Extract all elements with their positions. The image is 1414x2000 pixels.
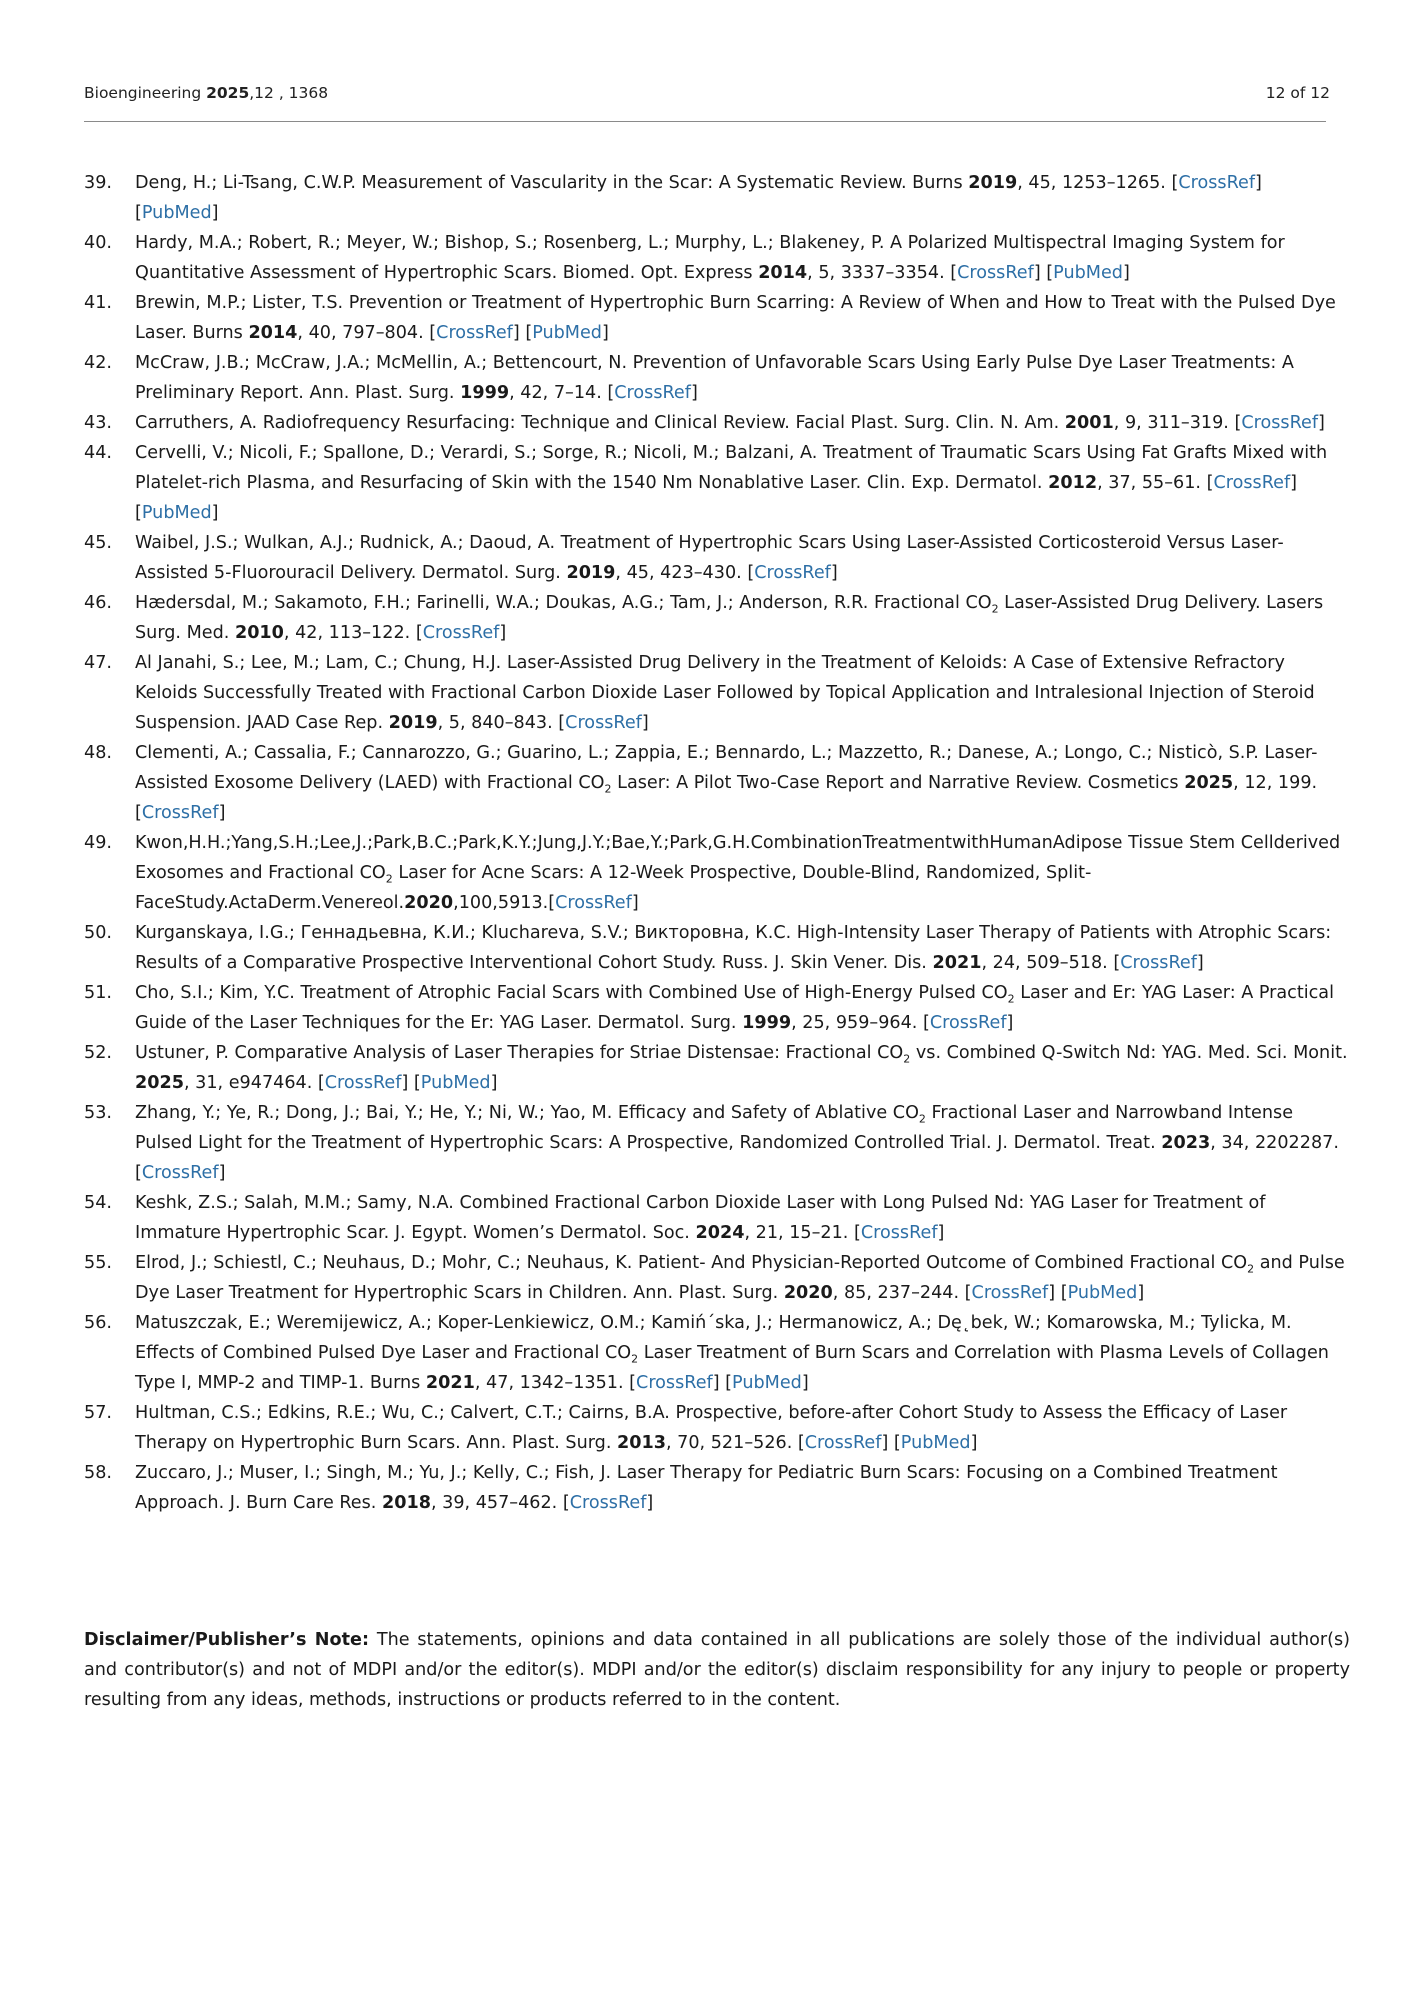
publication-year: 1999 xyxy=(742,1013,792,1033)
reference-item xyxy=(84,288,1350,348)
publication-year: 2001 xyxy=(1064,413,1114,433)
reference-item xyxy=(84,438,1350,528)
reference-item xyxy=(84,648,1350,738)
crossref-link[interactable]: CrossRef xyxy=(1120,953,1197,973)
reference-number: 43. xyxy=(84,413,112,433)
pubmed-link[interactable]: PubMed xyxy=(141,503,212,523)
publication-year: 2019 xyxy=(968,173,1018,193)
publication-year: 2021 xyxy=(425,1373,475,1393)
reference-item xyxy=(84,738,1350,828)
publication-year: 2014 xyxy=(758,263,808,283)
reference-number: 55. xyxy=(84,1253,112,1273)
reference-number: 56. xyxy=(84,1313,112,1333)
header-divider xyxy=(84,121,1326,122)
crossref-link[interactable]: CrossRef xyxy=(971,1283,1049,1303)
reference-text: Cho, S.I.; Kim, Y.C. Treatment of Atrophic Facial Scars with Combined Use of High-Energy Pulsed $CO_2$ Laser and Er: YAG Laser: A Practical Guide of the Laser Techniques for the Er: YAG Laser. Dermatol. Surg. 1999, 25, 959–964. [CrossRef] xyxy=(135,983,1334,1033)
crossref-link[interactable]: CrossRef xyxy=(1178,173,1256,193)
crossref-link[interactable]: CrossRef xyxy=(569,1493,647,1513)
reference-text: Hardy, M.A.; Robert, R.; Meyer, W.; Bishop, S.; Rosenberg, L.; Murphy, L.; Blakeney, P. A Polarized Multispectral Imaging System for Quantitative Assessment of Hypertrophic Scars. Biomed. Opt. Express 2014, 5, 3337–3354. [CrossRef] [PubMed] xyxy=(135,233,1285,283)
reference-number: 57. xyxy=(84,1403,112,1423)
journal-citation xyxy=(84,84,328,102)
reference-item xyxy=(84,528,1350,588)
publication-year: 2012 xyxy=(1048,473,1098,493)
journal-name: Bioengineering xyxy=(84,84,202,102)
page-number: 12 of 12 xyxy=(1265,84,1330,102)
crossref-link[interactable]: CrossRef xyxy=(141,803,219,823)
publication-year: 2020 xyxy=(783,1283,833,1303)
reference-number: 58. xyxy=(84,1463,112,1483)
reference-item xyxy=(84,588,1350,648)
crossref-link[interactable]: CrossRef xyxy=(436,323,513,343)
reference-item xyxy=(84,1398,1350,1458)
reference-text: McCraw, J.B.; McCraw, J.A.; McMellin, A.; Bettencourt, N. Prevention of Unfavorable Scars Using Early Pulse Dye Laser Treatments: A Preliminary Report. Ann. Plast. Surg. 1999, 42, 7–14. [CrossRef] xyxy=(135,353,1294,403)
reference-number: 50. xyxy=(84,923,112,943)
publication-year: 2010 xyxy=(234,623,284,643)
crossref-link[interactable]: CrossRef xyxy=(929,1013,1007,1033)
reference-text: Kwon,H.H.;Yang,S.H.;Lee,J.;Park,B.C.;Park,K.Y.;Jung,J.Y.;Bae,Y.;Park,G.H.CombinationTreatmentwithHumanAdipose Tissue Stem Cellderived Exosomes and Fractional $CO_2$ Laser for Acne Scars: A 12-Week Prospective, Double-Blind, Randomized, Split-FaceStudy.ActaDerm.Venereol.2020,100,5913.[CrossRef] xyxy=(135,833,1341,913)
crossref-link[interactable]: CrossRef xyxy=(422,623,500,643)
crossref-link[interactable]: CrossRef xyxy=(1213,473,1291,493)
crossref-link[interactable]: CrossRef xyxy=(1241,413,1319,433)
reference-number: 49. xyxy=(84,833,112,853)
reference-text: Ustuner, P. Comparative Analysis of Laser Therapies for Striae Distensae: Fractional $CO_2$ vs. Combined Q-Switch Nd: YAG. Med. Sci. Monit. 2025, 31, e947464. [CrossRef] [PubMed] xyxy=(135,1043,1348,1093)
crossref-link[interactable]: CrossRef xyxy=(860,1223,938,1243)
journal-year: 2025 xyxy=(206,84,250,102)
reference-text: Cervelli, V.; Nicoli, F.; Spallone, D.; Verardi, S.; Sorge, R.; Nicoli, M.; Balzani, A. Treatment of Traumatic Scars Using Fat Grafts Mixed with Platelet-rich Plasma, and Resurfacing of Skin with the 1540 Nm Nonablative Laser. Clin. Exp. Dermatol. 2012, 37, 55–61. [CrossRef] [PubMed] xyxy=(135,443,1328,523)
reference-list xyxy=(84,168,1350,1518)
pubmed-link[interactable]: PubMed xyxy=(732,1373,802,1393)
publication-year: 2018 xyxy=(381,1493,431,1513)
reference-text: Deng, H.; Li-Tsang, C.W.P. Measurement of Vascularity in the Scar: A Systematic Review. Burns 2019, 45, 1253–1265. [CrossRef] [PubMed] xyxy=(135,173,1262,223)
pubmed-link[interactable]: PubMed xyxy=(900,1433,971,1453)
journal-volume: ,12 , 1368 xyxy=(249,84,329,102)
publication-year: 2019 xyxy=(566,563,616,583)
reference-text: Zhang, Y.; Ye, R.; Dong, J.; Bai, Y.; He, Y.; Ni, W.; Yao, M. Efficacy and Safety of Ablative $CO_2$ Fractional Laser and Narrowband Intense Pulsed Light for the Treatment of Hypertrophic Scars: A Prospective, Randomized Controlled Trial. J. Dermatol. Treat. 2023, 34, 2202287. [CrossRef] xyxy=(135,1103,1339,1183)
reference-number: 48. xyxy=(84,743,112,763)
reference-item xyxy=(84,1248,1350,1308)
reference-text: Elrod, J.; Schiestl, C.; Neuhaus, D.; Mohr, C.; Neuhaus, K. Patient- And Physician-Reported Outcome of Combined Fractional $CO_2$ and Pulse Dye Laser Treatment for Hypertrophic Scars in Children. Ann. Plast. Surg. 2020, 85, 237–244. [CrossRef] [PubMed] xyxy=(135,1253,1345,1303)
crossref-link[interactable]: CrossRef xyxy=(565,713,642,733)
reference-item xyxy=(84,228,1350,288)
pubmed-link[interactable]: PubMed xyxy=(532,323,602,343)
publication-year: 2014 xyxy=(248,323,298,343)
reference-text: Waibel, J.S.; Wulkan, A.J.; Rudnick, A.; Daoud, A. Treatment of Hypertrophic Scars Using Laser-Assisted Corticosteroid Versus Laser-Assisted 5-Fluorouracil Delivery. Dermatol. Surg. 2019, 45, 423–430. [CrossRef] xyxy=(135,533,1284,583)
reference-text: Kurganskaya, I.G.; Геннадьевна, К.И.; Kluchareva, S.V.; Викторовна, К.С. High-Intensity Laser Therapy of Patients with Atrophic Scars: Results of a Comparative Prospective Interventional Cohort Study. Russ. J. Skin Vener. Dis. 2021, 24, 509–518. [CrossRef] xyxy=(135,923,1332,973)
publication-year: 2025 xyxy=(135,1073,184,1093)
publication-year: 2024 xyxy=(695,1223,745,1243)
reference-text: Carruthers, A. Radiofrequency Resurfacing: Technique and Clinical Review. Facial Plast. Surg. Clin. N. Am. 2001, 9, 311–319. [CrossRef] xyxy=(135,413,1325,433)
reference-item xyxy=(84,1038,1350,1098)
crossref-link[interactable]: CrossRef xyxy=(614,383,691,403)
reference-text: Matuszczak, E.; Weremijewicz, A.; Koper-Lenkiewicz, O.M.; Kamiń´ska, J.; Hermanowicz, A.; Dę˛bek, W.; Komarowska, M.; Tylicka, M. Effects of Combined Pulsed Dye Laser and Fractional $CO_2$ Laser Treatment of Burn Scars and Correlation with Plasma Levels of Collagen Type I, MMP-2 and TIMP-1. Burns 2021, 47, 1342–1351. [CrossRef] [PubMed] xyxy=(135,1313,1329,1393)
reference-number: 53. xyxy=(84,1103,112,1123)
reference-text: Keshk, Z.S.; Salah, M.M.; Samy, N.A. Combined Fractional Carbon Dioxide Laser with Long Pulsed Nd: YAG Laser for Treatment of Immature Hypertrophic Scar. J. Egypt. Women’s Dermatol. Soc. 2024, 21, 15–21. [CrossRef] xyxy=(135,1193,1266,1243)
reference-number: 41. xyxy=(84,293,112,313)
disclaimer-text: The statements, opinions and data contained in all publications are solely those of the individual author(s) and contributor(s) and not of MDPI and/or the editor(s). MDPI and/or the editor(s) disclaim responsibility for any injury to people or property resulting from any ideas, methods, instructions or products referred to in the content. xyxy=(84,1630,1350,1710)
publication-year: 2019 xyxy=(388,713,438,733)
crossref-link[interactable]: CrossRef xyxy=(754,563,831,583)
pubmed-link[interactable]: PubMed xyxy=(420,1073,491,1093)
reference-text: Hædersdal, M.; Sakamoto, F.H.; Farinelli, W.A.; Doukas, A.G.; Tam, J.; Anderson, R.R. Fractional $CO_2$ Laser-Assisted Drug Delivery. Lasers Surg. Med. 2010, 42, 113–122. [CrossRef] xyxy=(135,593,1324,643)
crossref-link[interactable]: CrossRef xyxy=(636,1373,713,1393)
pubmed-link[interactable]: PubMed xyxy=(1053,263,1123,283)
reference-text: Clementi, A.; Cassalia, F.; Cannarozzo, G.; Guarino, L.; Zappia, E.; Bennardo, L.; Mazzetto, R.; Danese, A.; Longo, C.; Nisticò, S.P. Laser-Assisted Exosome Delivery (LAED) with Fractional $CO_2$ Laser: A Pilot Two-Case Report and Narrative Review. Cosmetics 2025, 12, 199. [CrossRef] xyxy=(135,743,1318,823)
disclaimer-label: Disclaimer/Publisher’s Note: xyxy=(84,1630,369,1650)
reference-number: 40. xyxy=(84,233,112,253)
reference-number: 44. xyxy=(84,443,112,463)
reference-item xyxy=(84,1458,1350,1518)
reference-number: 54. xyxy=(84,1193,112,1213)
crossref-link[interactable]: CrossRef xyxy=(957,263,1034,283)
reference-text: Al Janahi, S.; Lee, M.; Lam, C.; Chung, H.J. Laser-Assisted Drug Delivery in the Treatment of Keloids: A Case of Extensive Refractory Keloids Successfully Treated with Fractional Carbon Dioxide Laser Followed by Topical Application and Intralesional Injection of Steroid Suspension. JAAD Case Rep. 2019, 5, 840–843. [CrossRef] xyxy=(135,653,1315,733)
reference-text: Hultman, C.S.; Edkins, R.E.; Wu, C.; Calvert, C.T.; Cairns, B.A. Prospective, before-after Cohort Study to Assess the Efficacy of Laser Therapy on Hypertrophic Burn Scars. Ann. Plast. Surg. 2013, 70, 521–526. [CrossRef] [PubMed] xyxy=(135,1403,1288,1453)
reference-text: Zuccaro, J.; Muser, I.; Singh, M.; Yu, J.; Kelly, C.; Fish, J. Laser Therapy for Pediatric Burn Scars: Focusing on a Combined Treatment Approach. J. Burn Care Res. 2018, 39, 457–462. [CrossRef] xyxy=(135,1463,1278,1513)
crossref-link[interactable]: CrossRef xyxy=(141,1163,219,1183)
publication-year: 2023 xyxy=(1161,1133,1211,1153)
reference-number: 42. xyxy=(84,353,112,373)
reference-number: 39. xyxy=(84,173,112,193)
pubmed-link[interactable]: PubMed xyxy=(141,203,212,223)
reference-item xyxy=(84,828,1350,918)
reference-number: 52. xyxy=(84,1043,112,1063)
running-header xyxy=(84,84,1330,110)
reference-item xyxy=(84,348,1350,408)
reference-item xyxy=(84,408,1350,438)
publication-year: 2025 xyxy=(1184,773,1234,793)
reference-number: 51. xyxy=(84,983,112,1003)
publication-year: 2021 xyxy=(932,953,982,973)
disclaimer-note xyxy=(84,1625,1350,1715)
reference-item xyxy=(84,1188,1350,1248)
reference-item xyxy=(84,918,1350,978)
reference-number: 47. xyxy=(84,653,112,673)
reference-item xyxy=(84,978,1350,1038)
crossref-link[interactable]: CrossRef xyxy=(804,1433,882,1453)
crossref-link[interactable]: CrossRef xyxy=(324,1073,402,1093)
crossref-link[interactable]: CrossRef xyxy=(555,893,632,913)
publication-year: 1999 xyxy=(460,383,510,403)
publication-year: 2020 xyxy=(404,893,454,913)
reference-item xyxy=(84,1308,1350,1398)
reference-number: 45. xyxy=(84,533,112,553)
pubmed-link[interactable]: PubMed xyxy=(1067,1283,1138,1303)
reference-text: Brewin, M.P.; Lister, T.S. Prevention or Treatment of Hypertrophic Burn Scarring: A Review of When and How to Treat with the Pulsed Dye Laser. Burns 2014, 40, 797–804. [CrossRef] [PubMed] xyxy=(135,293,1336,343)
reference-item xyxy=(84,1098,1350,1188)
publication-year: 2013 xyxy=(617,1433,666,1453)
reference-item xyxy=(84,168,1350,228)
reference-number: 46. xyxy=(84,593,112,613)
